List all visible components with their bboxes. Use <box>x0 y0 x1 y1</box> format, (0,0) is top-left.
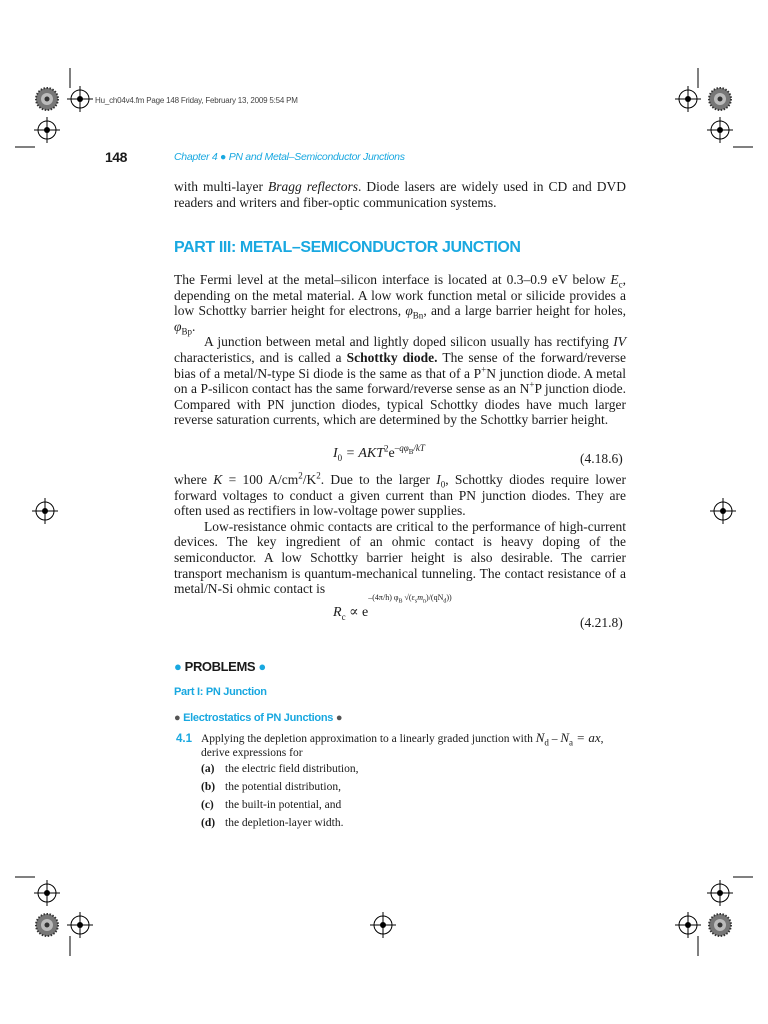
list-item: (c) the built-in potential, and <box>201 799 342 811</box>
bullet-icon: ● <box>174 712 181 724</box>
bullet-icon: ● <box>335 712 343 724</box>
equation-contact-resistance: $R_c \propto e^{-(4\pi/h) \varphi_B √(\varepsilon_sm_n)/(qN_d))}$ <box>333 593 452 622</box>
crosshair-icon <box>370 912 396 938</box>
equation-saturation-current: $I_0 = AKT^2e^{-q\varphi_B/kT}$ <box>333 443 425 463</box>
problems-section-heading: ● Electrostatics of PN Junctions ● <box>174 712 343 724</box>
paragraph-where-k: where K = 100 $A/cm^2/K^2$. Due to the larger $I_0$, Schottky diodes require lower forward voltages to conduct a given current than PN junction diodes. They are often used as rectifiers in low-voltage power supplies. <box>174 470 626 519</box>
part-heading: PART III: METAL–SEMICONDUCTOR JUNCTION <box>174 239 521 256</box>
bullet-icon: ● <box>174 659 182 674</box>
crosshair-icon <box>34 117 60 143</box>
crosshair-icon <box>710 498 736 524</box>
bullet-icon: ● <box>258 659 266 674</box>
crosshair-icon <box>32 498 58 524</box>
paragraph-ohmic-contacts: Low-resistance ohmic contacts are critical to the performance of high-current devices. The key ingredient of an ohmic contact is heavy doping of the semiconductor. A low Schottky barrier height is also desirable. The carrier transport mechanism is quantum-mechanical tunneling. The contact resistance of a metal/N-Si ohmic contact is <box>174 518 626 597</box>
section-text <box>174 272 626 428</box>
problems-part-heading: Part I: PN Junction <box>174 686 267 698</box>
registration-disc-icon <box>36 88 58 110</box>
continuation-paragraph: with multi-layer Bragg reflectors. Diode lasers are widely used in CD and DVD readers and writers and fiber-optic communication systems. <box>174 179 626 210</box>
problems-heading: ● PROBLEMS ● <box>174 659 266 674</box>
registration-disc-icon <box>709 914 731 936</box>
paragraph-schottky-diode: A junction between metal and lightly doped silicon usually has rectifying IV characteristics, and is called a Schottky diode. The sense of the forward/reverse bias of a metal/N-type Si diode is the same as that of a P+N junction diode. A metal on a P-silicon contact has the same forward/reverse sense as an N+P junction diode. Compared with PN junction diodes, typical Schottky diodes have much larger reverse saturation currents, which are determined by the Schottky barrier height. <box>174 334 627 428</box>
registration-disc-icon <box>709 88 731 110</box>
problem-number: 4.1 <box>176 733 192 745</box>
file-slug: Hu_ch04v4.fm Page 148 Friday, February 13, 2009 5:54 PM <box>95 96 298 105</box>
page-number: 148 <box>105 149 127 165</box>
list-item: (b) the potential distribution, <box>201 781 341 793</box>
problem-subitems <box>201 762 601 834</box>
crosshair-icon <box>34 880 60 906</box>
list-item: (a) the electric field distribution, <box>201 763 359 775</box>
equation-number: (4.18.6) <box>580 451 623 466</box>
equation-number: (4.21.8) <box>580 615 623 630</box>
crosshair-icon <box>67 912 93 938</box>
crosshair-icon <box>707 880 733 906</box>
registration-disc-icon <box>36 914 58 936</box>
paragraph-fermi-level: The Fermi level at the metal–silicon interface is located at 0.3–0.9 eV below $E_c$, depending on the metal material. A low work function metal or silicide provides a low Schottky barrier height for electrons, $\varphi_{Bn}$, and a large barrier height for holes, $\varphi_{Bp}$. <box>174 272 626 337</box>
running-title: Chapter 4 ● PN and Metal–Semiconductor Junctions <box>174 151 405 163</box>
crosshair-icon <box>675 912 701 938</box>
problem-text: Applying the depletion approximation to a linearly graded junction with $N_d - N_a$ = ax, derive expressions for <box>201 730 604 759</box>
list-item: (d) the depletion-layer width. <box>201 817 344 829</box>
crosshair-icon <box>675 86 701 112</box>
section-text-2 <box>174 472 626 597</box>
crosshair-icon <box>67 86 93 112</box>
crosshair-icon <box>707 117 733 143</box>
